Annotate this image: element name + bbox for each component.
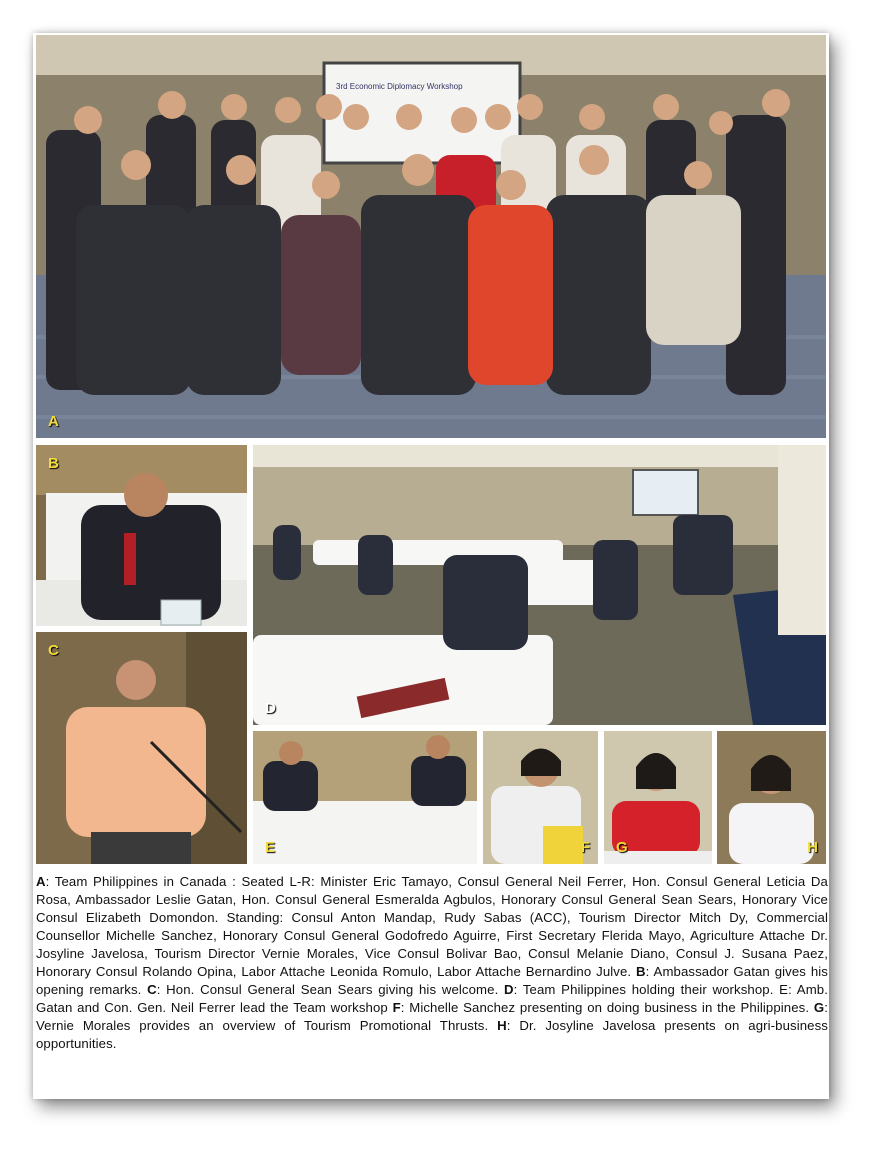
photo-label-g: G xyxy=(616,839,628,856)
photo-g-tourism-presentation xyxy=(604,731,712,864)
photo-c-consul-welcome xyxy=(36,632,247,864)
photo-h-agribusiness-presentation xyxy=(717,731,826,864)
caption-key-d: D xyxy=(504,982,514,997)
photo-label-d: D xyxy=(265,700,276,717)
caption-text-b: : Ambassador Gatan gives his opening remarks. xyxy=(36,964,828,997)
photo-label-e: E xyxy=(265,839,276,856)
caption-key-b: B xyxy=(636,964,646,979)
caption-text-h: : Dr. Josyline Javelosa presents on agri-business opportunities. xyxy=(36,1018,828,1051)
caption-text-d: : Team Philippines holding their workshop. E: Amb. Gatan and Con. Gen. Neil Ferrer lead the Team workshop xyxy=(36,982,828,1015)
photo-label-f: F xyxy=(580,839,590,856)
caption-text-c: : Hon. Consul General Sean Sears giving his welcome. xyxy=(156,982,505,997)
screen-text: 3rd Economic Diplomacy Workshop xyxy=(336,82,463,91)
photo-caption xyxy=(36,873,828,1053)
caption-key-f: F xyxy=(392,1000,401,1015)
caption-key-h: H xyxy=(497,1018,507,1033)
photo-label-c: C xyxy=(48,642,59,659)
photo-a-group xyxy=(36,35,826,438)
photo-label-h: H xyxy=(807,839,818,856)
caption-text-f: : Michelle Sanchez presenting on doing business in the Philippines. xyxy=(400,1000,814,1015)
photo-label-a: A xyxy=(48,413,59,430)
photo-e-team-workshop-lead xyxy=(253,731,477,864)
caption-key-c: C xyxy=(147,982,157,997)
photo-f-business-presentation xyxy=(483,731,598,864)
caption-text-a: : Team Philippines in Canada : Seated L-R: Minister Eric Tamayo, Consul General Neil Ferrer, Hon. Consul General Leticia Da Rosa, Ambassador Leslie Gatan, Hon. Consul General Esmeralda Agbulos, Honorary Consul General Sean Sears, Honorary Vice Consul Elizabeth Domondon. Standing: Consul Anton Mandap, Rudy Sabas (ACC), Tourism Director Mitch Dy, Commercial Counsellor Michelle Sanchez, Honorary Consul General Godofredo Aguirre, First Secretary Flerida Mayo, Agriculture Attache Dr. Josyline Javelosa, Tourism Director Vernie Morales, Vice Consul Bolivar Bao, Consul Melanie Diano, Consul J. Susana Paez, Honorary Consul Rolando Opina, Labor Attache Leonida Romulo, Labor Attache Bernardino Julve. xyxy=(36,874,828,979)
caption-text-g: : Vernie Morales provides an overview of Tourism Promotional Thrusts. xyxy=(36,1000,828,1033)
photo-b-ambassador-remarks xyxy=(36,445,247,626)
photo-label-b: B xyxy=(48,455,59,472)
caption-key-g: G xyxy=(813,1000,825,1015)
photo-d-workshop xyxy=(253,445,826,725)
caption-key-a: A xyxy=(36,874,46,889)
